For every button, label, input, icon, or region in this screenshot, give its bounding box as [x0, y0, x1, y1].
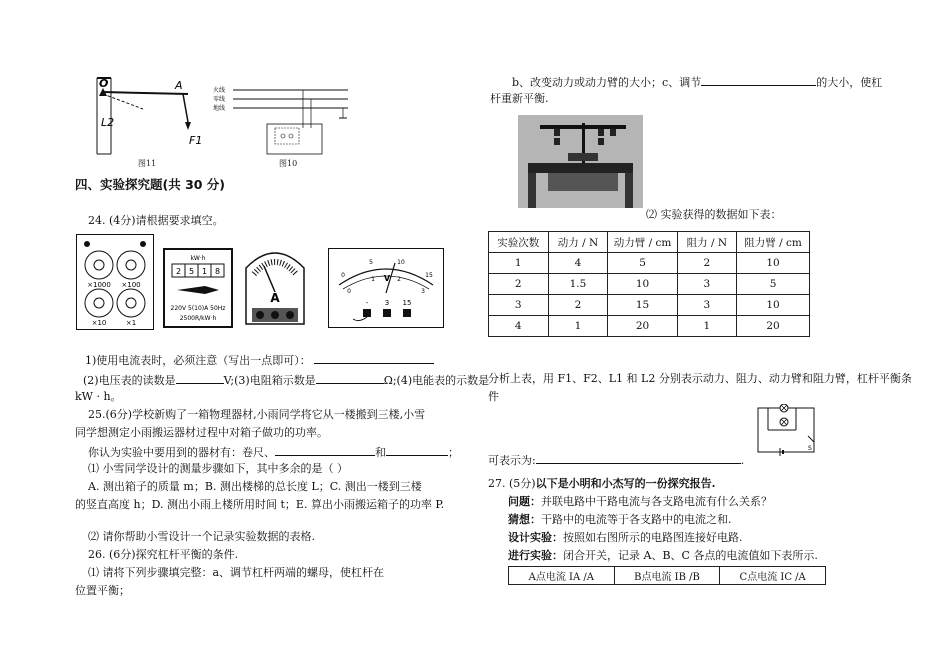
- meter-unit: kW·h: [190, 255, 206, 262]
- th-current-c: C点电流 IC /A: [720, 567, 826, 585]
- table-cell: 3: [677, 295, 737, 316]
- analysis-line1: 分析上表，用 F1、F2、L1 和 L2 分别表示动力、阻力、动力臂和阻力臂，杠杆平衡条: [488, 372, 912, 385]
- section-title: 四、实验探究题(共 30 分): [75, 177, 226, 192]
- terminal-neg: -: [365, 299, 369, 307]
- answer-blank-equipment-2[interactable]: [386, 444, 448, 456]
- terminal-3: 3: [384, 299, 390, 307]
- parallel-circuit-diagram: [752, 404, 818, 456]
- design-label: 设计实验：: [508, 531, 563, 544]
- analysis-line2: 件: [488, 390, 499, 403]
- meter-digit-3: 1: [201, 267, 208, 276]
- table-cell: 20: [608, 316, 677, 337]
- lever-apparatus-photo: [518, 115, 643, 208]
- resistance-box-dials: [77, 235, 153, 329]
- v-top-15: 15: [425, 272, 433, 279]
- current-table-header: [509, 567, 826, 585]
- hypothesis-text: 干路中的电流等于各支路中的电流之和.: [541, 513, 732, 526]
- express-label: 可表示为:: [488, 454, 536, 467]
- q26-rebalance: 杆重新平衡.: [490, 92, 549, 105]
- answer-blank-voltage[interactable]: [176, 372, 224, 384]
- dial-label-100: ×100: [121, 281, 141, 289]
- design-text: 按照如右图所示的电路图连接好电路.: [563, 531, 743, 544]
- table-cell: 20: [737, 316, 810, 337]
- table-cell: 2: [548, 295, 608, 316]
- condition-expression: 可表示为: .: [488, 454, 745, 467]
- q25-3a-text: 你认为实验中要用到的器材有：卷尺、: [88, 446, 275, 459]
- table-row: [489, 295, 810, 316]
- table-row: [489, 274, 810, 295]
- dial-label-1000: ×1000: [87, 281, 111, 289]
- th-effort-force: 动力 / N: [548, 232, 608, 253]
- table-cell: 5: [608, 253, 677, 274]
- q25-line1: 25.(6分)学校新购了一箱物理器材,小雨同学将它从一楼搬到三楼,小雪: [88, 408, 426, 421]
- voltmeter: [328, 248, 444, 328]
- table-cell: 10: [608, 274, 677, 295]
- question-text: 并联电路中干路电流与各支路电流有什么关系？: [541, 495, 772, 508]
- table-cell: 1: [548, 316, 608, 337]
- meter-digit-4: 8: [214, 267, 221, 276]
- q27-number: 27. (5分): [488, 477, 536, 490]
- th-effort-arm: 动力臂 / cm: [608, 232, 677, 253]
- resistance-box: [76, 234, 154, 330]
- table-cell: 1.5: [548, 274, 608, 295]
- label-o: O: [99, 77, 109, 90]
- label-fire-wire: 火线: [213, 87, 226, 94]
- q26-step-bc: [512, 74, 882, 90]
- q26-line3: 位置平衡；: [75, 584, 130, 597]
- figure-11-lever: [93, 74, 208, 156]
- voltmeter-letter: V: [383, 274, 391, 283]
- q27-title: [488, 477, 715, 491]
- v-top-10: 10: [397, 259, 405, 266]
- v-bot-2: 2: [397, 276, 401, 283]
- q27-hypothesis: [508, 513, 732, 527]
- q26-line1: 26. (6分)探究杠杆平衡的条件.: [88, 548, 239, 561]
- table-cell: 10: [737, 295, 810, 316]
- table-cell: 2: [489, 274, 549, 295]
- figure-11-caption: 图11: [138, 159, 157, 168]
- table-cell: 5: [737, 274, 810, 295]
- meter-digit-1: 2: [175, 267, 182, 276]
- th-load-arm: 阻力臂 / cm: [737, 232, 810, 253]
- q25-line3: [88, 444, 459, 460]
- th-load-force: 阻力 / N: [677, 232, 737, 253]
- table-header-row: [489, 232, 810, 253]
- hypothesis-label: 猜想：: [508, 513, 541, 526]
- lever-data-table: [488, 231, 810, 337]
- q27-heading: 以下是小明和小杰写的一份探究报告.: [535, 477, 716, 490]
- th-current-b: B点电流 IB /B: [614, 567, 720, 585]
- q26-line2: ⑴ 请将下列步骤填完整：a、调节杠杆两端的螺母，使杠杆在: [88, 566, 385, 579]
- th-current-a: A点电流 IA /A: [509, 567, 615, 585]
- terminal-15: 15: [402, 299, 412, 307]
- v-bot-3: 3: [421, 288, 425, 295]
- q24-2a-text: (2)电压表的读数是: [83, 374, 176, 387]
- q24-2b-text: V;(3)电阻箱示数是: [223, 374, 316, 387]
- step-bc-tail: 的大小，使杠: [816, 76, 883, 89]
- switch-label: S: [808, 445, 812, 452]
- voltmeter-face: [329, 249, 443, 327]
- q27-question: [508, 495, 772, 509]
- energy-meter: [163, 248, 233, 328]
- q24-line2: [83, 372, 489, 388]
- q25-line7: ⑵ 请你帮助小雪设计一个记录实验数据的表格.: [88, 530, 315, 543]
- label-a: A: [175, 79, 183, 92]
- answer-blank-equipment-1[interactable]: [275, 444, 375, 456]
- dial-label-10: ×10: [91, 319, 107, 327]
- ammeter-letter: A: [270, 291, 280, 305]
- table-row: [489, 253, 810, 274]
- table-cell: 15: [608, 295, 677, 316]
- v-bot-0: 0: [347, 288, 351, 295]
- table-cell: 4: [548, 253, 608, 274]
- table-cell: 3: [677, 274, 737, 295]
- ammeter: [240, 244, 310, 326]
- table-caption: ⑵ 实验获得的数据如下表：: [646, 208, 782, 221]
- table-cell: 3: [489, 295, 549, 316]
- th-trial: 实验次数: [489, 232, 549, 253]
- table-row: [489, 316, 810, 337]
- table-cell: 1: [677, 316, 737, 337]
- current-table: [508, 566, 826, 585]
- q24-2c-text: Ω;(4)电能表的示数是: [383, 374, 490, 387]
- experiment-text: 闭合开关，记录 A、B、C 各点的电流值如下表所示.: [563, 549, 818, 562]
- q25-line4: ⑴ 小雪同学设计的测量步骤如下，其中多余的是（ ）: [88, 462, 348, 475]
- label-l2: L2: [101, 116, 115, 129]
- q25-3b-text: 和: [375, 446, 386, 459]
- v-bot-1: 1: [371, 276, 375, 283]
- figure-10-caption: 图10: [279, 159, 298, 168]
- dial-label-1: ×1: [125, 319, 137, 327]
- question-label: 问题：: [508, 495, 541, 508]
- v-top-5: 5: [369, 259, 373, 266]
- label-zero-wire: 零线: [213, 96, 226, 103]
- label-f1: F1: [189, 134, 203, 147]
- q27-experiment: [508, 549, 818, 563]
- step-bc-text: b、改变动力或动力臂的大小；c、调节: [512, 76, 702, 89]
- table-cell: 2: [677, 253, 737, 274]
- meter-digit-2: 5: [188, 267, 195, 276]
- table-cell: 1: [489, 253, 549, 274]
- v-top-0: 0: [341, 272, 345, 279]
- table-cell: 4: [489, 316, 549, 337]
- table-cell: 10: [737, 253, 810, 274]
- q24-prompt: 24. (4分)请根据要求填空。: [88, 214, 224, 227]
- q27-design: [508, 531, 743, 545]
- experiment-label: 进行实验：: [508, 549, 563, 562]
- label-ground-wire: 地线: [213, 105, 226, 112]
- meter-rating: 220V 5(10)A 50Hz: [170, 305, 226, 312]
- q25-line2: 同学想测定小雨搬运器材过程中对箱子做功的功率。: [75, 426, 328, 439]
- meter-constant: 2500R/kW·h: [179, 315, 217, 322]
- figure-10-wiring: [213, 86, 353, 158]
- answer-blank-q24-1[interactable]: [314, 352, 434, 364]
- answer-blank-resistance[interactable]: [316, 372, 384, 384]
- q25-line6: 的竖直高度 h；D. 测出小雨上楼所用时间 t；E. 算出小雨搬运箱子的功率 P.: [75, 498, 445, 511]
- q25-3c-text: ；: [448, 446, 459, 459]
- q24-line1: [85, 352, 434, 368]
- energy-meter-face: [165, 250, 231, 326]
- q24-unit: kW · h。: [75, 390, 122, 403]
- answer-blank-lever-condition[interactable]: [536, 452, 741, 464]
- answer-blank-adjust[interactable]: [701, 74, 816, 86]
- q25-line5: A. 测出箱子的质量 m；B. 测出楼梯的总长度 L；C. 测出一楼到三楼: [88, 480, 422, 493]
- q24-1-text: 1)使用电流表时，必须注意（写出一点即可）：: [85, 354, 311, 367]
